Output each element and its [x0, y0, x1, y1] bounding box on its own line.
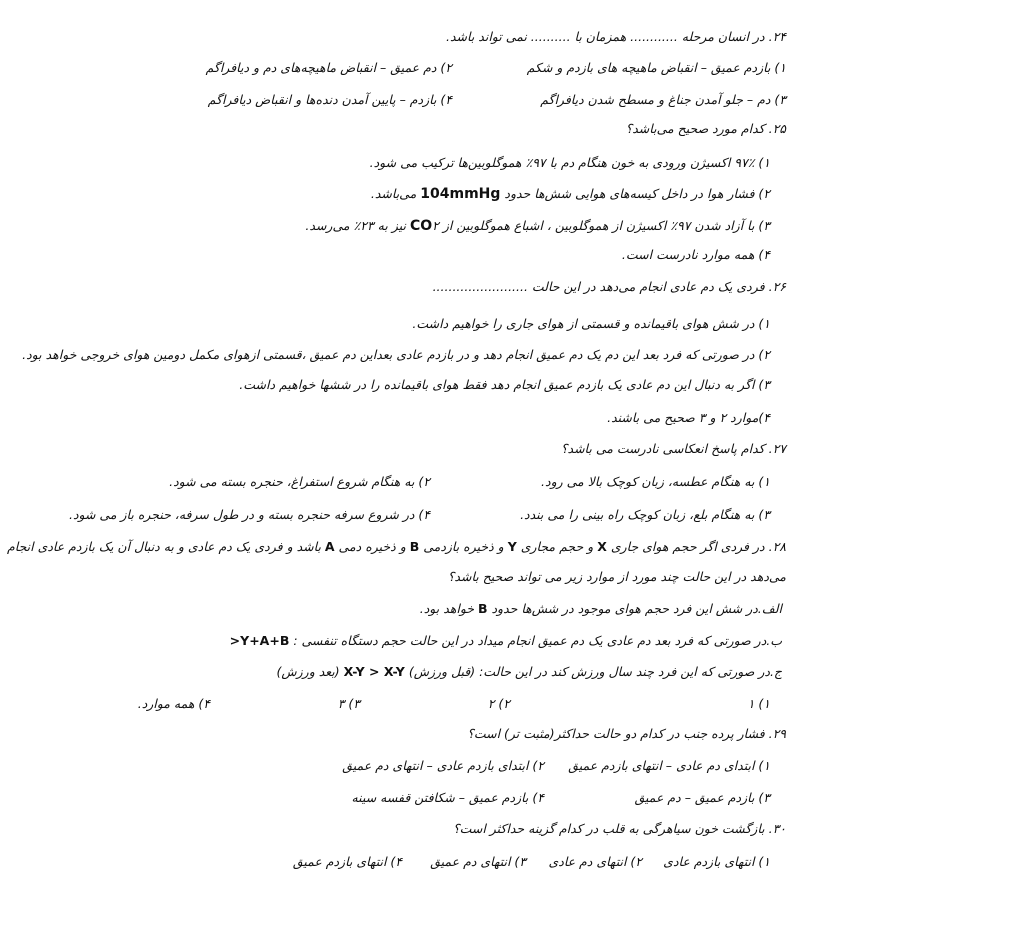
q28-choice-2: ۲) ۲ [487, 696, 510, 711]
q30-option-3: ۳) انتهای دم عمیق [430, 854, 526, 869]
question-30-options-row [292, 851, 770, 873]
question-27-options-row-2 [68, 504, 770, 526]
q29-option-3: ۳) بازدم عمیق – دم عمیق [634, 790, 770, 805]
q28-statement-alef: الف.در شش این فرد حجم هوای موجود در شش‌ها حدود B خواهد بود. [419, 601, 782, 616]
q25-option-1: ۱) ۹۷٪ اکسیژن ورودی به خون هنگام دم با ۹۷٪ هموگلوبین‌ها ترکیب می شود. [369, 155, 770, 170]
question-24-stem: ۲۴. در انسان مرحله ............ همزمان با .......... نمی تواند باشد. [446, 29, 786, 44]
q26-option-2: ۲) در صورتی که فرد بعد این دم یک دم عمیق انجام دهد و در بازدم عادی بعداین دم عمیق ،قسمتی ازهوای مکمل دومین هوای خروجی خواهد بود. [22, 347, 770, 362]
q26-option-1: ۱) در شش هوای باقیمانده و قسمتی از هوای جاری را خواهیم داشت. [412, 316, 770, 331]
q26-option-4: ۴)موارد ۲ و ۳ صحیح می باشند. [607, 410, 770, 425]
question-25-stem: ۲۵. کدام مورد صحیح می‌باشد؟ [625, 121, 786, 136]
q29-option-2: ۲) ابتدای بازدم عادی – انتهای دم عمیق [342, 758, 544, 773]
q30-option-2: ۲) انتهای دم عادی [548, 854, 642, 869]
q29-option-1: ۱) ابتدای دم عادی – انتهای بازدم عمیق [568, 758, 770, 773]
q28-choice-3: ۳) ۳ [337, 696, 360, 711]
q25-option-2: ۲) فشار هوا در داخل کیسه‌های هوایی شش‌ها حدود 104mmHg می‌باشد. [370, 186, 770, 202]
q27-option-1: ۱) به هنگام عطسه، زبان کوچک بالا می رود. [541, 474, 770, 489]
question-29-options-row-2 [300, 787, 770, 809]
question-27-stem: ۲۷. کدام پاسخ انعکاسی نادرست می باشد؟ [560, 441, 786, 456]
question-24-options-row-2 [207, 89, 786, 111]
question-24-options-row-1 [205, 57, 786, 79]
question-29-stem: ۲۹. فشار پرده جنب در کدام دو حالت حداکثر(مثبت تر) است؟ [467, 726, 786, 741]
q27-option-4: ۴) در شروع سرفه حنجره بسته و در طول سرفه، حنجره باز می شود. [68, 507, 430, 522]
q24-option-3: ۳) دم – جلو آمدن جناغ و مسطح شدن دیافراگم [540, 92, 786, 107]
question-29-options-row-1 [300, 755, 770, 777]
q28-choice-1: ۱) ۱ [747, 696, 770, 711]
q28-choices-row [90, 693, 770, 715]
question-30-stem: ۳۰. بازگشت خون سیاهرگی به قلب در کدام گزینه حداکثر است؟ [452, 821, 786, 836]
q27-option-2: ۲) به هنگام شروع استفراغ، حنجره بسته می شود. [169, 474, 430, 489]
q24-option-2: ۲) دم عمیق – انقباض ماهیچه‌های دم و دیافراگم [205, 60, 452, 75]
question-28-stem-line-2: می‌دهد در این حالت چند مورد از موارد زیر می تواند صحیح باشد؟ [447, 569, 786, 584]
q28-statement-jim: ج.در صورتی که این فرد چند سال ورزش کند در این حالت: (قبل ورزش) X-Y > X-Y (بعد ورزش) [276, 664, 782, 679]
q27-option-3: ۳) به هنگام بلع، زبان کوچک راه بینی را می بندد. [520, 507, 770, 522]
q24-option-1: ۱) بازدم عمیق – انقباض ماهیچه های بازدم و شکم [526, 60, 786, 75]
q28-statement-be: ب.در صورتی که فرد بعد دم عادی یک دم عمیق انجام میداد در این حالت حجم دستگاه تنفسی : Y+A+B< [229, 633, 782, 648]
q29-option-4: ۴) بازدم عمیق – شکافتن قفسه سینه [351, 790, 544, 805]
q25-option-4: ۴) همه موارد نادرست است. [621, 247, 770, 262]
question-26-stem: ۲۶. فردی یک دم عادی انجام می‌دهد در این حالت ........................ [432, 279, 786, 294]
q24-option-4: ۴) بازدم – پایین آمدن دنده‌ها و انقباض دیافراگم [207, 92, 452, 107]
question-28-stem-line-1: ۲۸. در فردی اگر حجم هوای جاری X و حجم مجاری Y و ذخیره بازدمی B و ذخیره دمی A باشد و فردی یک دم عادی و به دنبال آن یک بازدم عادی انجام [7, 539, 786, 554]
q26-option-3: ۳) اگر به دنبال این دم عادی یک بازدم عمیق انجام دهد فقط هوای باقیمانده را در ششها خواهیم داشت. [239, 377, 770, 392]
question-27-options-row-1 [169, 471, 770, 493]
q28-choice-4: ۴) همه موارد. [137, 696, 210, 711]
q30-option-4: ۴) انتهای بازدم عمیق [292, 854, 402, 869]
q30-option-1: ۱) انتهای بازدم عادی [663, 854, 770, 869]
q25-option-3: ۳) با آزاد شدن ۹۷٪ اکسیژن از هموگلوبین ، اشباع هموگلوبین از CO۲ نیز به ۲۳٪ می‌رسد. [305, 218, 770, 234]
